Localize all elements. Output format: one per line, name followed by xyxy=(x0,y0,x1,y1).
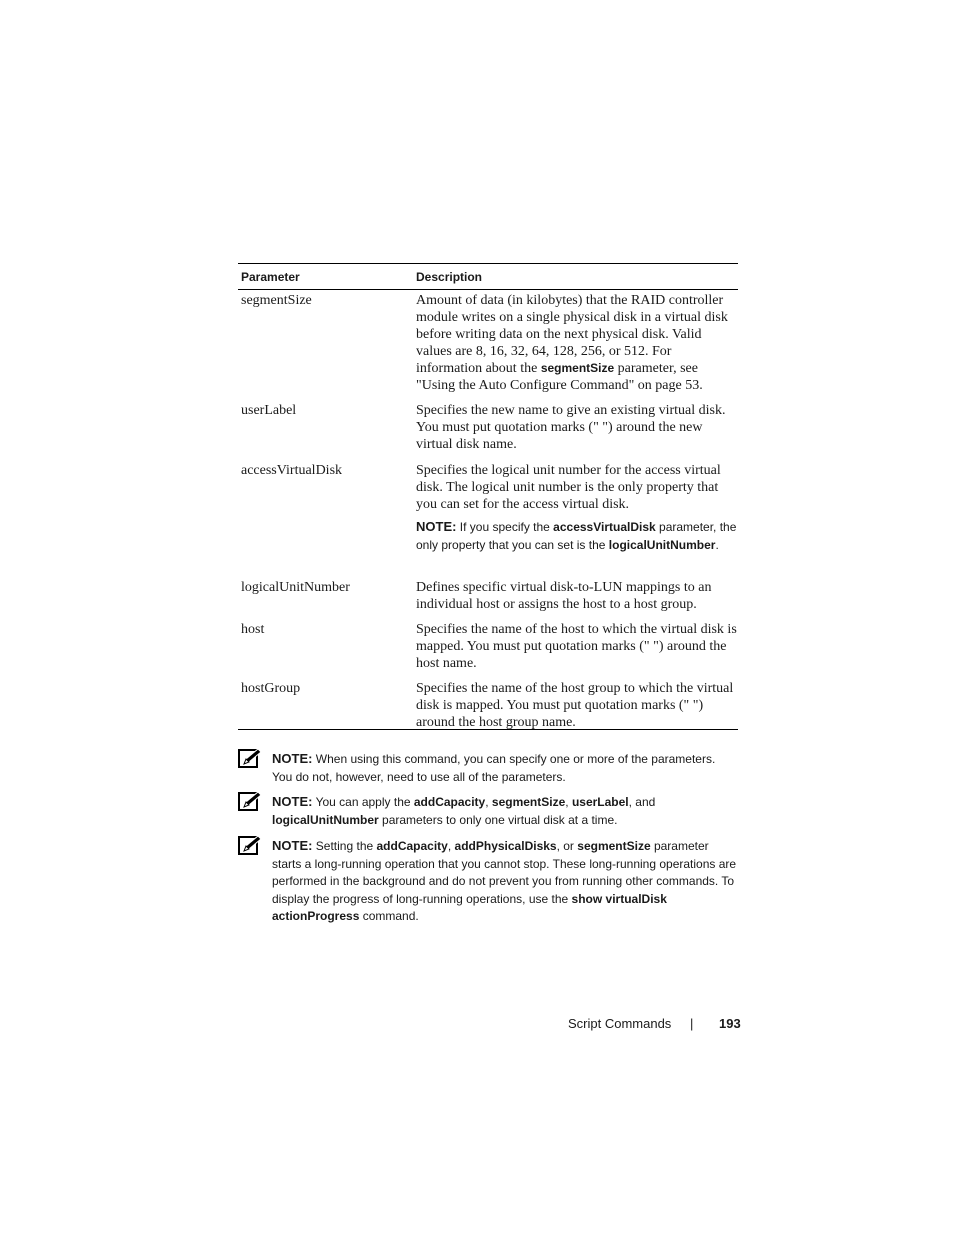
footer-section-title: Script Commands xyxy=(568,1016,672,1031)
page-number: 193 xyxy=(719,1016,741,1031)
note-text: NOTE: Setting the addCapacity, addPhysicalDisks, or segmentSize parameter starts a long-running operation that you cannot stop. These long-running operations are performed in the background and do not prevent you from running other commands. To display the progress of long-running operations, use the show virtualDisk actionProgress command. xyxy=(272,838,737,923)
cell-note: NOTE: If you specify the accessVirtualDisk parameter, the only property that you can set is the logicalUnitNumber. xyxy=(416,519,737,552)
table-header xyxy=(238,264,738,290)
param-description xyxy=(413,460,738,577)
param-description: Specifies the name of the host group to which the virtual disk is mapped. You must put quotation marks (" ") around the host group name. xyxy=(416,681,734,730)
note-pencil-icon xyxy=(238,749,262,769)
note-block xyxy=(238,837,738,926)
table-row xyxy=(238,619,738,678)
param-description: Specifies the name of the host to which the virtual disk is mapped. You must put quotation marks (" ") around the host name. xyxy=(416,622,737,671)
param-name: accessVirtualDisk xyxy=(241,463,343,478)
table-row xyxy=(238,400,738,460)
header-parameter: Parameter xyxy=(241,269,300,284)
table-row xyxy=(238,577,738,619)
param-name: logicalUnitNumber xyxy=(241,580,350,595)
table-row xyxy=(238,460,738,577)
inline-code: segmentSize xyxy=(540,361,615,375)
note-label: NOTE: xyxy=(416,519,457,534)
note-text: NOTE: When using this command, you can specify one or more of the parameters. You do not, however, need to use all of the parameters. xyxy=(272,751,716,784)
table-row xyxy=(238,290,738,400)
note-block xyxy=(238,750,738,786)
param-description: Amount of data (in kilobytes) that the RAID controller module writes on a single physical disk in a virtual disk before writing data on the next physical disk. Valid values are 8, 16, 32, 64, 128, 256, or 512. For information about the segmentSize parameter, see "Using the Auto Configure Command" on page 53. xyxy=(416,293,728,393)
header-description: Description xyxy=(416,269,483,284)
param-description-text: Specifies the logical unit number for the access virtual disk. The logical unit number is the only property that you can set for the access virtual disk. xyxy=(416,463,721,512)
table-row xyxy=(238,678,738,729)
note-pencil-icon xyxy=(238,836,262,856)
param-description: Specifies the new name to give an existing virtual disk. You must put quotation marks (" ") around the new virtual disk name. xyxy=(416,403,726,452)
param-name: segmentSize xyxy=(241,293,312,308)
footer-separator: | xyxy=(690,1016,694,1031)
note-block xyxy=(238,793,738,829)
param-name: host xyxy=(241,622,265,637)
note-label: NOTE: xyxy=(272,794,313,809)
note-label: NOTE: xyxy=(272,838,313,853)
param-name: userLabel xyxy=(241,403,297,418)
parameter-table xyxy=(238,263,738,730)
note-label: NOTE: xyxy=(272,751,313,766)
param-name: hostGroup xyxy=(241,681,301,696)
param-description: Defines specific virtual disk-to-LUN mappings to an individual host or assigns the host to a host group. xyxy=(416,580,712,612)
note-pencil-icon xyxy=(238,792,262,812)
note-text: NOTE: You can apply the addCapacity, segmentSize, userLabel, and logicalUnitNumber parameters to only one virtual disk at a time. xyxy=(272,794,656,827)
